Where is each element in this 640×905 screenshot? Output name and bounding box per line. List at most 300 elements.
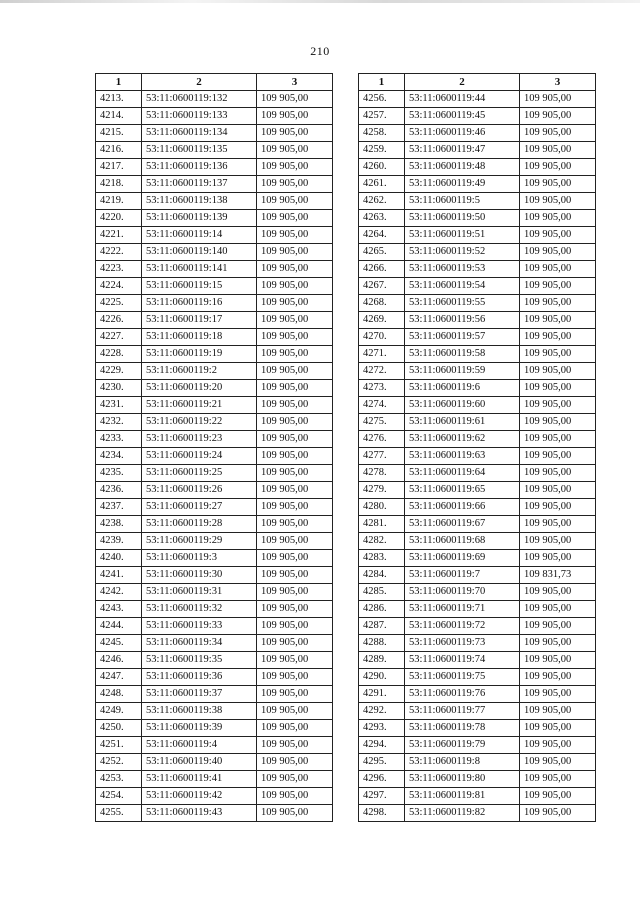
cadastral-value-cell: 109 905,00 [520,193,596,210]
table-row [359,771,596,788]
cadastral-value-cell: 109 905,00 [520,601,596,618]
cadastral-number-cell: 53:11:0600119:26 [142,482,257,499]
table-row [359,533,596,550]
cadastral-number-cell: 53:11:0600119:2 [142,363,257,380]
cadastral-value-cell: 109 905,00 [520,533,596,550]
cadastral-number-cell: 53:11:0600119:53 [405,261,520,278]
row-number-cell: 4271. [359,346,405,363]
table-row [96,669,333,686]
row-number-cell: 4244. [96,618,142,635]
table-row [359,227,596,244]
table-row [359,788,596,805]
cadastral-number-cell: 53:11:0600119:27 [142,499,257,516]
cadastral-number-cell: 53:11:0600119:69 [405,550,520,567]
table-row [96,482,333,499]
table-row [359,210,596,227]
cadastral-number-cell: 53:11:0600119:20 [142,380,257,397]
table-row [96,533,333,550]
table-row [96,652,333,669]
cadastral-number-cell: 53:11:0600119:28 [142,516,257,533]
cadastral-number-cell: 53:11:0600119:7 [405,567,520,584]
column-header-value: 3 [257,74,333,91]
cadastral-value-cell: 109 905,00 [520,346,596,363]
table-row [359,346,596,363]
table-row [96,516,333,533]
table-row [359,363,596,380]
cadastral-value-cell: 109 905,00 [520,482,596,499]
column-header-number: 1 [359,74,405,91]
cadastral-value-cell: 109 905,00 [520,431,596,448]
table-row [96,295,333,312]
table-row [359,142,596,159]
cadastral-number-cell: 53:11:0600119:34 [142,635,257,652]
cadastral-number-cell: 53:11:0600119:46 [405,125,520,142]
table-row [96,261,333,278]
cadastral-number-cell: 53:11:0600119:55 [405,295,520,312]
cadastral-number-cell: 53:11:0600119:135 [142,142,257,159]
cadastral-number-cell: 53:11:0600119:8 [405,754,520,771]
row-number-cell: 4221. [96,227,142,244]
cadastral-value-cell: 109 905,00 [257,550,333,567]
table-row [96,278,333,295]
cadastral-value-cell: 109 905,00 [257,142,333,159]
cadastral-number-cell: 53:11:0600119:78 [405,720,520,737]
cadastral-value-cell: 109 905,00 [520,142,596,159]
cadastral-number-cell: 53:11:0600119:47 [405,142,520,159]
table-row [96,448,333,465]
row-number-cell: 4255. [96,805,142,822]
table-row [96,618,333,635]
register-table-right [358,73,596,822]
cadastral-value-cell: 109 905,00 [257,261,333,278]
row-number-cell: 4232. [96,414,142,431]
page-number: 210 [310,44,330,58]
cadastral-number-cell: 53:11:0600119:65 [405,482,520,499]
row-number-cell: 4274. [359,397,405,414]
cadastral-value-cell: 109 905,00 [257,465,333,482]
cadastral-value-cell: 109 905,00 [257,618,333,635]
table-row [96,363,333,380]
cadastral-number-cell: 53:11:0600119:134 [142,125,257,142]
cadastral-value-cell: 109 905,00 [257,482,333,499]
cadastral-value-cell: 109 905,00 [257,380,333,397]
table-row [359,329,596,346]
table-row [96,601,333,618]
table-row [359,380,596,397]
cadastral-number-cell: 53:11:0600119:32 [142,601,257,618]
cadastral-value-cell: 109 905,00 [257,516,333,533]
table-row [359,567,596,584]
row-number-cell: 4289. [359,652,405,669]
cadastral-number-cell: 53:11:0600119:16 [142,295,257,312]
cadastral-number-cell: 53:11:0600119:137 [142,176,257,193]
row-number-cell: 4290. [359,669,405,686]
cadastral-value-cell: 109 905,00 [257,295,333,312]
cadastral-value-cell: 109 905,00 [520,720,596,737]
row-number-cell: 4258. [359,125,405,142]
cadastral-number-cell: 53:11:0600119:139 [142,210,257,227]
cadastral-value-cell: 109 905,00 [257,567,333,584]
table-row [96,210,333,227]
table-row [96,499,333,516]
cadastral-value-cell: 109 905,00 [257,601,333,618]
cadastral-number-cell: 53:11:0600119:63 [405,448,520,465]
row-number-cell: 4294. [359,737,405,754]
table-row [359,108,596,125]
cadastral-number-cell: 53:11:0600119:138 [142,193,257,210]
cadastral-number-cell: 53:11:0600119:50 [405,210,520,227]
table-row [359,669,596,686]
cadastral-value-cell: 109 905,00 [257,108,333,125]
table-row [359,193,596,210]
cadastral-number-cell: 53:11:0600119:64 [405,465,520,482]
cadastral-value-cell: 109 905,00 [520,635,596,652]
table-row [96,567,333,584]
row-number-cell: 4243. [96,601,142,618]
table-row [359,414,596,431]
cadastral-number-cell: 53:11:0600119:48 [405,159,520,176]
table-row [96,635,333,652]
row-number-cell: 4283. [359,550,405,567]
table-row [359,244,596,261]
cadastral-number-cell: 53:11:0600119:60 [405,397,520,414]
row-number-cell: 4257. [359,108,405,125]
row-number-cell: 4262. [359,193,405,210]
cadastral-number-cell: 53:11:0600119:82 [405,805,520,822]
cadastral-value-cell: 109 905,00 [257,346,333,363]
table-row [96,720,333,737]
table-row [359,754,596,771]
cadastral-value-cell: 109 905,00 [520,465,596,482]
cadastral-number-cell: 53:11:0600119:43 [142,805,257,822]
row-number-cell: 4280. [359,499,405,516]
table-row [96,431,333,448]
cadastral-value-cell: 109 905,00 [257,669,333,686]
row-number-cell: 4285. [359,584,405,601]
row-number-cell: 4298. [359,805,405,822]
row-number-cell: 4235. [96,465,142,482]
cadastral-value-cell: 109 905,00 [520,754,596,771]
cadastral-number-cell: 53:11:0600119:37 [142,686,257,703]
cadastral-number-cell: 53:11:0600119:5 [405,193,520,210]
row-number-cell: 4260. [359,159,405,176]
cadastral-value-cell: 109 905,00 [257,788,333,805]
row-number-cell: 4264. [359,227,405,244]
table-row [96,312,333,329]
cadastral-value-cell: 109 905,00 [257,686,333,703]
scan-edge-artifact [0,0,640,3]
cadastral-number-cell: 53:11:0600119:132 [142,91,257,108]
row-number-cell: 4241. [96,567,142,584]
cadastral-value-cell: 109 831,73 [520,567,596,584]
cadastral-number-cell: 53:11:0600119:57 [405,329,520,346]
table-row [96,108,333,125]
table-row [359,295,596,312]
table-row [359,737,596,754]
cadastral-value-cell: 109 905,00 [520,669,596,686]
cadastral-value-cell: 109 905,00 [520,227,596,244]
cadastral-number-cell: 53:11:0600119:77 [405,703,520,720]
row-number-cell: 4234. [96,448,142,465]
cadastral-number-cell: 53:11:0600119:6 [405,380,520,397]
cadastral-number-cell: 53:11:0600119:25 [142,465,257,482]
cadastral-value-cell: 109 905,00 [257,703,333,720]
cadastral-value-cell: 109 905,00 [520,91,596,108]
cadastral-number-cell: 53:11:0600119:59 [405,363,520,380]
row-number-cell: 4240. [96,550,142,567]
row-number-cell: 4259. [359,142,405,159]
cadastral-value-cell: 109 905,00 [520,210,596,227]
table-row [96,703,333,720]
column-header-cadastral: 2 [142,74,257,91]
row-number-cell: 4253. [96,771,142,788]
row-number-cell: 4284. [359,567,405,584]
table-row [96,329,333,346]
cadastral-number-cell: 53:11:0600119:40 [142,754,257,771]
cadastral-number-cell: 53:11:0600119:141 [142,261,257,278]
column-header-number: 1 [96,74,142,91]
row-number-cell: 4277. [359,448,405,465]
cadastral-number-cell: 53:11:0600119:42 [142,788,257,805]
cadastral-value-cell: 109 905,00 [257,278,333,295]
cadastral-number-cell: 53:11:0600119:23 [142,431,257,448]
cadastral-number-cell: 53:11:0600119:17 [142,312,257,329]
row-number-cell: 4236. [96,482,142,499]
cadastral-number-cell: 53:11:0600119:4 [142,737,257,754]
column-header-value: 3 [520,74,596,91]
table-row [359,720,596,737]
row-number-cell: 4218. [96,176,142,193]
table-row [359,397,596,414]
row-number-cell: 4265. [359,244,405,261]
cadastral-number-cell: 53:11:0600119:38 [142,703,257,720]
row-number-cell: 4261. [359,176,405,193]
table-row [359,584,596,601]
table-row [96,737,333,754]
cadastral-value-cell: 109 905,00 [257,244,333,261]
table-row [96,754,333,771]
row-number-cell: 4248. [96,686,142,703]
cadastral-value-cell: 109 905,00 [520,159,596,176]
cadastral-value-cell: 109 905,00 [520,771,596,788]
cadastral-value-cell: 109 905,00 [257,227,333,244]
cadastral-value-cell: 109 905,00 [520,380,596,397]
row-number-cell: 4273. [359,380,405,397]
table-row [96,380,333,397]
row-number-cell: 4228. [96,346,142,363]
cadastral-value-cell: 109 905,00 [257,329,333,346]
table-row [96,414,333,431]
row-number-cell: 4292. [359,703,405,720]
row-number-cell: 4267. [359,278,405,295]
cadastral-value-cell: 109 905,00 [257,533,333,550]
cadastral-value-cell: 109 905,00 [257,737,333,754]
row-number-cell: 4254. [96,788,142,805]
cadastral-number-cell: 53:11:0600119:3 [142,550,257,567]
table-row [359,278,596,295]
cadastral-number-cell: 53:11:0600119:68 [405,533,520,550]
row-number-cell: 4278. [359,465,405,482]
table-row [359,652,596,669]
row-number-cell: 4225. [96,295,142,312]
cadastral-value-cell: 109 905,00 [520,584,596,601]
cadastral-number-cell: 53:11:0600119:136 [142,159,257,176]
row-number-cell: 4238. [96,516,142,533]
table-row [96,550,333,567]
cadastral-number-cell: 53:11:0600119:39 [142,720,257,737]
cadastral-value-cell: 109 905,00 [520,652,596,669]
row-number-cell: 4256. [359,91,405,108]
row-number-cell: 4224. [96,278,142,295]
row-number-cell: 4226. [96,312,142,329]
cadastral-value-cell: 109 905,00 [257,176,333,193]
cadastral-value-cell: 109 905,00 [520,176,596,193]
cadastral-value-cell: 109 905,00 [257,91,333,108]
cadastral-number-cell: 53:11:0600119:74 [405,652,520,669]
table-row [96,125,333,142]
cadastral-number-cell: 53:11:0600119:76 [405,686,520,703]
cadastral-value-cell: 109 905,00 [257,312,333,329]
table-row [359,431,596,448]
cadastral-number-cell: 53:11:0600119:41 [142,771,257,788]
cadastral-value-cell: 109 905,00 [257,363,333,380]
table-row [359,805,596,822]
row-number-cell: 4247. [96,669,142,686]
cadastral-value-cell: 109 905,00 [520,516,596,533]
cadastral-value-cell: 109 905,00 [520,788,596,805]
cadastral-number-cell: 53:11:0600119:49 [405,176,520,193]
table-row [359,618,596,635]
row-number-cell: 4286. [359,601,405,618]
cadastral-value-cell: 109 905,00 [520,737,596,754]
row-number-cell: 4214. [96,108,142,125]
cadastral-number-cell: 53:11:0600119:33 [142,618,257,635]
cadastral-number-cell: 53:11:0600119:67 [405,516,520,533]
cadastral-number-cell: 53:11:0600119:81 [405,788,520,805]
cadastral-value-cell: 109 905,00 [257,210,333,227]
table-row [359,482,596,499]
table-row [96,142,333,159]
cadastral-number-cell: 53:11:0600119:51 [405,227,520,244]
row-number-cell: 4242. [96,584,142,601]
table-row [96,176,333,193]
table-row [96,465,333,482]
table-row [96,91,333,108]
table-row [359,686,596,703]
table-row [359,261,596,278]
cadastral-number-cell: 53:11:0600119:70 [405,584,520,601]
table-row [96,771,333,788]
cadastral-value-cell: 109 905,00 [257,159,333,176]
row-number-cell: 4270. [359,329,405,346]
cadastral-number-cell: 53:11:0600119:18 [142,329,257,346]
table-row [359,635,596,652]
cadastral-value-cell: 109 905,00 [520,414,596,431]
row-number-cell: 4287. [359,618,405,635]
cadastral-number-cell: 53:11:0600119:54 [405,278,520,295]
table-row [96,244,333,261]
cadastral-value-cell: 109 905,00 [520,125,596,142]
cadastral-number-cell: 53:11:0600119:35 [142,652,257,669]
cadastral-value-cell: 109 905,00 [257,448,333,465]
cadastral-number-cell: 53:11:0600119:140 [142,244,257,261]
row-number-cell: 4249. [96,703,142,720]
cadastral-number-cell: 53:11:0600119:15 [142,278,257,295]
cadastral-number-cell: 53:11:0600119:133 [142,108,257,125]
table-row [359,312,596,329]
row-number-cell: 4231. [96,397,142,414]
cadastral-value-cell: 109 905,00 [520,363,596,380]
table-header-row [359,74,596,91]
cadastral-value-cell: 109 905,00 [520,108,596,125]
cadastral-number-cell: 53:11:0600119:75 [405,669,520,686]
table-row [96,686,333,703]
cadastral-value-cell: 109 905,00 [257,754,333,771]
row-number-cell: 4250. [96,720,142,737]
table-row [96,193,333,210]
cadastral-value-cell: 109 905,00 [520,278,596,295]
cadastral-value-cell: 109 905,00 [257,193,333,210]
row-number-cell: 4269. [359,312,405,329]
row-number-cell: 4275. [359,414,405,431]
row-number-cell: 4239. [96,533,142,550]
row-number-cell: 4296. [359,771,405,788]
cadastral-value-cell: 109 905,00 [257,414,333,431]
cadastral-number-cell: 53:11:0600119:31 [142,584,257,601]
row-number-cell: 4233. [96,431,142,448]
cadastral-number-cell: 53:11:0600119:79 [405,737,520,754]
cadastral-number-cell: 53:11:0600119:73 [405,635,520,652]
row-number-cell: 4229. [96,363,142,380]
cadastral-number-cell: 53:11:0600119:14 [142,227,257,244]
table-row [359,176,596,193]
row-number-cell: 4230. [96,380,142,397]
row-number-cell: 4297. [359,788,405,805]
cadastral-value-cell: 109 905,00 [257,720,333,737]
table-row [359,125,596,142]
cadastral-value-cell: 109 905,00 [257,771,333,788]
cadastral-number-cell: 53:11:0600119:72 [405,618,520,635]
table-row [359,516,596,533]
row-number-cell: 4266. [359,261,405,278]
row-number-cell: 4251. [96,737,142,754]
row-number-cell: 4288. [359,635,405,652]
row-number-cell: 4220. [96,210,142,227]
cadastral-value-cell: 109 905,00 [257,397,333,414]
row-number-cell: 4219. [96,193,142,210]
table-row [359,159,596,176]
cadastral-number-cell: 53:11:0600119:62 [405,431,520,448]
cadastral-value-cell: 109 905,00 [520,244,596,261]
row-number-cell: 4295. [359,754,405,771]
row-number-cell: 4268. [359,295,405,312]
cadastral-value-cell: 109 905,00 [257,499,333,516]
cadastral-number-cell: 53:11:0600119:19 [142,346,257,363]
cadastral-value-cell: 109 905,00 [520,550,596,567]
row-number-cell: 4263. [359,210,405,227]
row-number-cell: 4213. [96,91,142,108]
cadastral-number-cell: 53:11:0600119:45 [405,108,520,125]
cadastral-value-cell: 109 905,00 [520,499,596,516]
table-header-row [96,74,333,91]
cadastral-value-cell: 109 905,00 [520,805,596,822]
cadastral-value-cell: 109 905,00 [257,584,333,601]
cadastral-number-cell: 53:11:0600119:24 [142,448,257,465]
cadastral-value-cell: 109 905,00 [520,703,596,720]
table-row [96,227,333,244]
row-number-cell: 4245. [96,635,142,652]
row-number-cell: 4282. [359,533,405,550]
